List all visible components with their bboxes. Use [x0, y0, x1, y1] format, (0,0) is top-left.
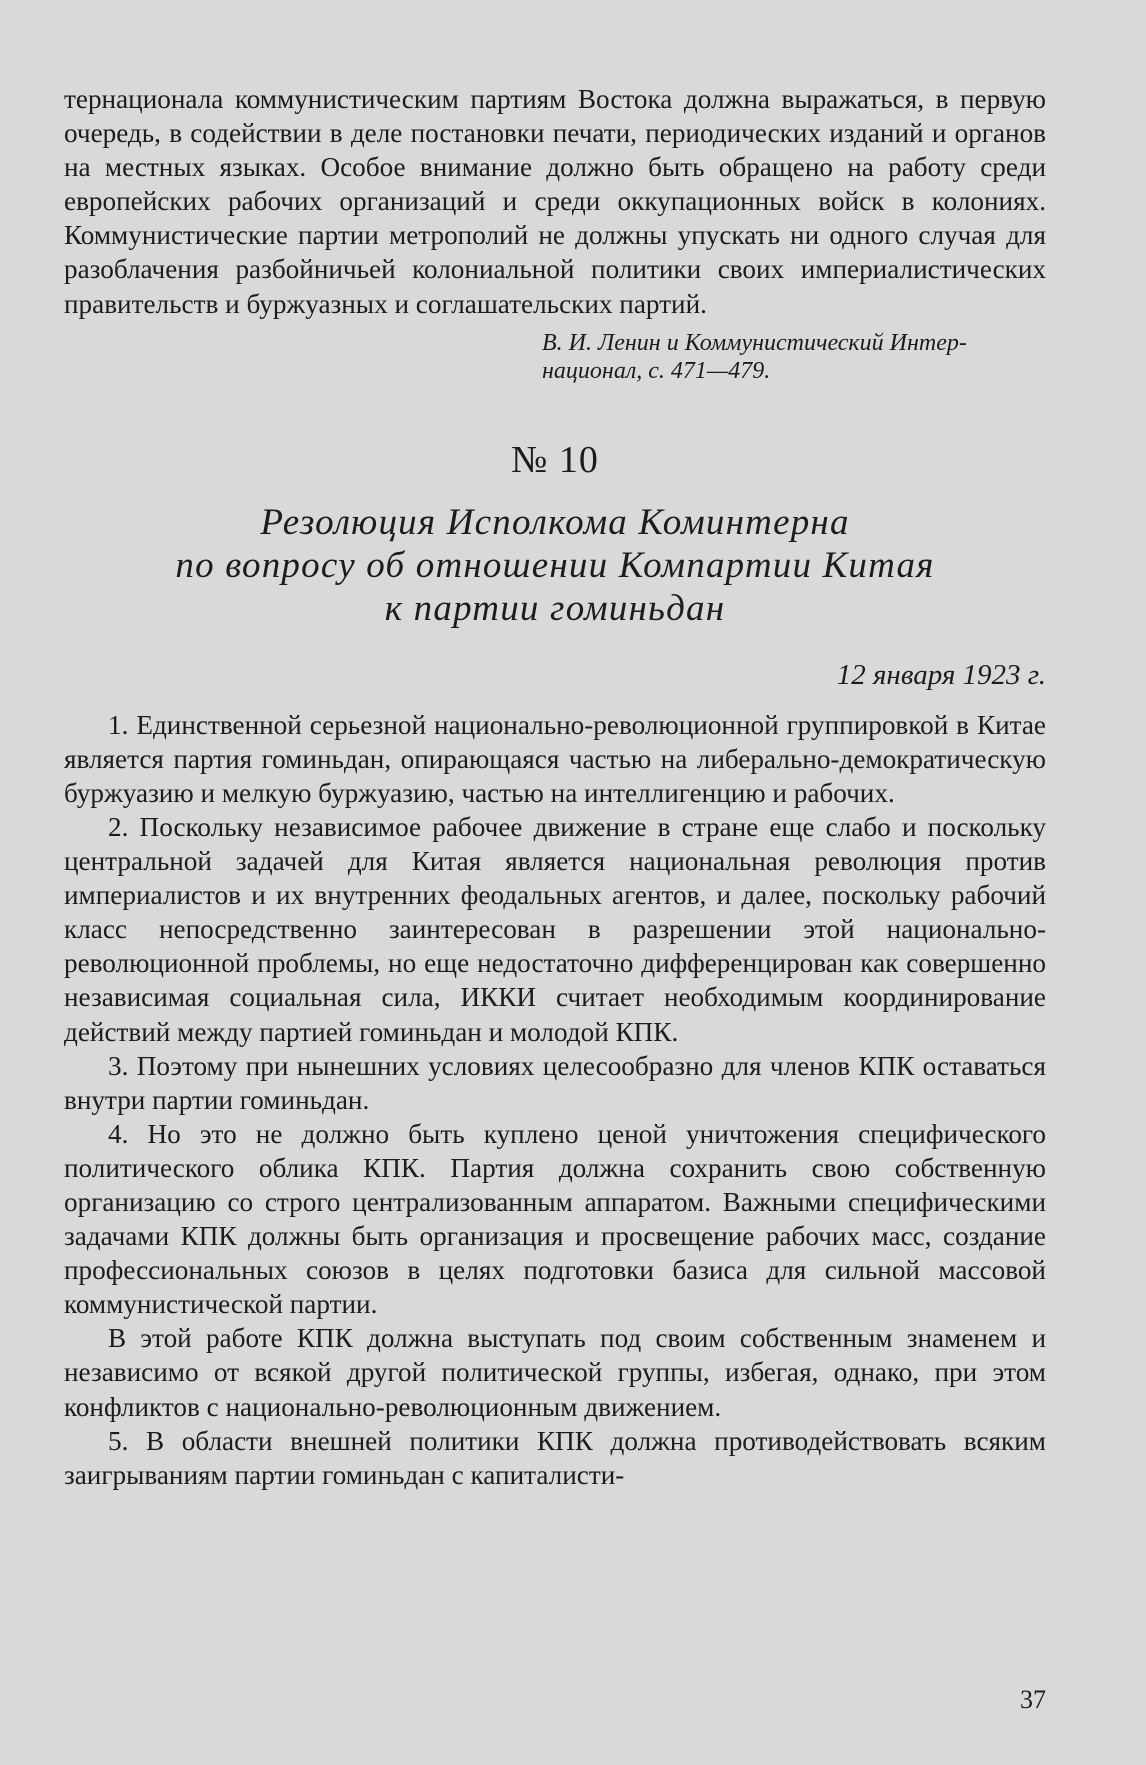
title-line: Резолюция Исполкома Коминтерна — [260, 501, 850, 543]
title-line: по вопросу об отношении Компартии Китая — [175, 544, 935, 586]
paragraph: 3. Поэтому при нынешних условиях целесообразно для членов КПК оставаться внутри партии гоминьдан. — [64, 1050, 1046, 1115]
paragraph: 2. Поскольку независимое рабочее движение в стране еще слабо и поскольку центральной задачей для Китая является национальная революция против империалистов и их внутренних феодальных агентов, и далее, поскольку рабочий класс непосредственно заинтересован в разрешении этой национально-революционной проблемы, но еще недостаточно дифференцирован как совершенно независимая социальная сила, ИККИ считает необходимым координирование действий между партией гоминьдан и молодой КПК. — [64, 811, 1046, 1047]
page-text — [64, 82, 1046, 321]
source-citation — [542, 329, 1046, 385]
paragraph: 1. Единственной серьезной национально-революционной группировкой в Китае является партия гоминьдан, опирающаяся частью на либерально-демократическую буржуазию и мелкую буржуазию, частью на интеллигенцию и рабочих. — [64, 709, 1046, 808]
paragraph: В этой работе КПК должна выступать под своим собственным знаменем и независимо от всякой другой политической группы, избегая, однако, при этом конфликтов с национально-революционным движением. — [64, 1323, 1046, 1422]
page-number: 37 — [1020, 1685, 1046, 1714]
source-line: национал, с. 471—479. — [542, 357, 771, 384]
document-number: № 10 — [511, 438, 599, 481]
document-date: 12 января 1923 г. — [836, 658, 1046, 691]
resolution-body — [64, 708, 1046, 1492]
paragraph: 5. В области внешней политики КПК должна противодействовать всяким заигрываниям партии гоминьдан с капиталисти- — [64, 1425, 1046, 1490]
title-line: к партии гоминьдан — [384, 587, 726, 629]
continuation-paragraph: тернационала коммунистическим партиям Востока должна выражаться, в первую очередь, в содействии в деле постановки печати, периодических изданий и органов на местных языках. Особое внимание должно быть обращено на работу среди европейских рабочих организаций и среди оккупационных войск в колониях. Коммунистические партии метрополий не должны упускать ни одного случая для разоблачения разбойничьей колониальной политики своих империалистических правительств и буржуазных и соглашательских партий. — [64, 84, 1046, 319]
paragraph: 4. Но это не должно быть куплено ценой уничтожения специфического политического облика КПК. Партия должна сохранить свою собственную организацию со строго централизованным аппаратом. Важными специфическими задачами КПК должны быть организация и просвещение рабочих масс, создание профессиональных союзов в целях подготовки базиса для сильной массовой коммунистической партии. — [64, 1118, 1046, 1320]
document-title — [64, 501, 1046, 630]
source-line: В. И. Ленин и Коммунистический Интер- — [542, 329, 967, 356]
